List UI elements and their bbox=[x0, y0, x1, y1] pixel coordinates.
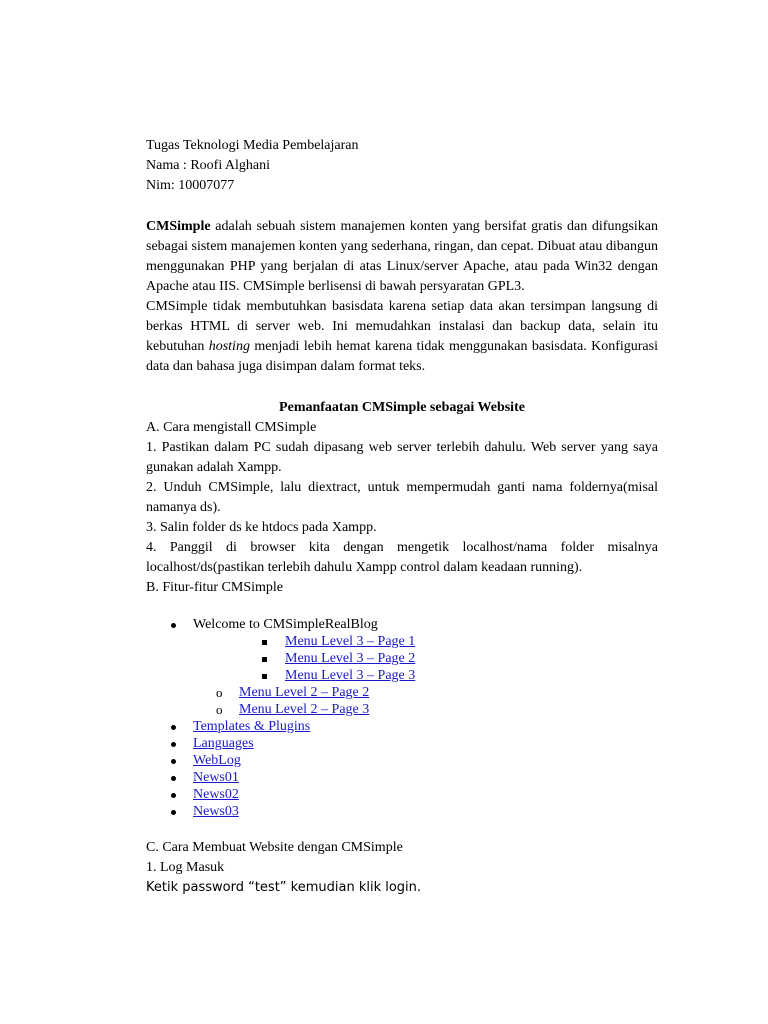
link-level3-page3[interactable]: Menu Level 3 – Page 3 bbox=[285, 668, 416, 683]
feature-list bbox=[146, 616, 658, 820]
section-c-heading: C. Cara Membuat Website dengan CMSimple bbox=[146, 840, 403, 855]
list-item bbox=[146, 718, 658, 735]
section-b-heading: B. Fitur-fitur CMSimple bbox=[146, 580, 284, 595]
bullet-disc-icon bbox=[171, 725, 176, 730]
intro-p2-italic: hosting bbox=[208, 339, 250, 354]
list-item bbox=[146, 769, 658, 786]
link-news03[interactable]: News03 bbox=[193, 804, 239, 819]
list-item bbox=[146, 616, 658, 633]
bullet-disc-icon bbox=[171, 776, 176, 781]
intro-p2-text-a: CMSimple tidak membutuhkan basisdata karena setiap data akan tersimpan langsung di berkas HTML di server web. Ini memudahkan instalasi dan backup data, selain itu kebutuhan bbox=[146, 299, 658, 354]
list-item-welcome: Welcome to CMSimpleRealBlog bbox=[193, 617, 378, 632]
link-news02[interactable]: News02 bbox=[193, 787, 239, 802]
section-a-step-2: 2. Unduh CMSimple, lalu diextract, untuk mempermudah ganti nama foldernya(misal namanya ds). bbox=[146, 480, 658, 515]
spacer bbox=[146, 196, 658, 217]
bullet-circle-icon: o bbox=[216, 702, 223, 717]
link-level3-page2[interactable]: Menu Level 3 – Page 2 bbox=[285, 651, 416, 666]
list-item bbox=[146, 701, 658, 718]
list-item bbox=[146, 752, 658, 769]
bullet-disc-icon bbox=[171, 742, 176, 747]
link-level2-page2[interactable]: Menu Level 2 – Page 2 bbox=[239, 685, 370, 700]
list-item bbox=[146, 803, 658, 820]
list-item bbox=[146, 633, 658, 650]
intro-paragraph-1 bbox=[146, 217, 658, 297]
bullet-square-icon bbox=[262, 674, 267, 679]
bullet-circle-icon: o bbox=[216, 685, 223, 700]
intro-bold-term: CMSimple bbox=[146, 219, 211, 234]
bullet-disc-icon bbox=[171, 623, 176, 628]
section-a-step-1: 1. Pastikan dalam PC sudah dipasang web server terlebih dahulu. Web server yang saya gunakan adalah Xampp. bbox=[146, 440, 658, 475]
section-c-step-1-desc: Ketik password “test” kemudian klik login. bbox=[146, 880, 422, 895]
list-item bbox=[146, 650, 658, 667]
document-content bbox=[146, 136, 658, 898]
intro-p1-text: adalah sebuah sistem manajemen konten yang bersifat gratis dan difungsikan sebagai sistem manajemen konten yang sederhana, ringan, dan cepat. Dibuat atau dibangun menggunakan PHP yang berjalan di atas Linux/server Apache, atau pada Win32 dengan Apache atau IIS. CMSimple berlisensi di bawah persyaratan GPL3. bbox=[146, 219, 658, 294]
section-title: Pemanfaatan CMSimple sebagai Website bbox=[279, 400, 525, 415]
spacer bbox=[146, 377, 658, 398]
list-item bbox=[146, 786, 658, 803]
bullet-disc-icon bbox=[171, 810, 176, 815]
header-name: Nama : Roofi Alghani bbox=[146, 158, 271, 173]
link-languages[interactable]: Languages bbox=[193, 736, 254, 751]
spacer bbox=[146, 598, 658, 616]
section-c-step-1: 1. Log Masuk bbox=[146, 860, 225, 875]
section-a-step-4: 4. Panggil di browser kita dengan mengetik localhost/nama folder misalnya localhost/ds(pastikan terlebih dahulu Xampp control dalam keadaan running). bbox=[146, 540, 658, 575]
section-a-step-3: 3. Salin folder ds ke htdocs pada Xampp. bbox=[146, 520, 377, 535]
section-a-heading: A. Cara mengistall CMSimple bbox=[146, 420, 317, 435]
link-level2-page3[interactable]: Menu Level 2 – Page 3 bbox=[239, 702, 370, 717]
link-templates-plugins[interactable]: Templates & Plugins bbox=[193, 719, 311, 734]
link-weblog[interactable]: WebLog bbox=[193, 753, 241, 768]
link-news01[interactable]: News01 bbox=[193, 770, 239, 785]
list-item bbox=[146, 684, 658, 701]
header-nim: Nim: 10007077 bbox=[146, 178, 235, 193]
spacer bbox=[146, 820, 658, 838]
bullet-square-icon bbox=[262, 640, 267, 645]
header-title: Tugas Teknologi Media Pembelajaran bbox=[146, 138, 359, 153]
bullet-square-icon bbox=[262, 657, 267, 662]
bullet-disc-icon bbox=[171, 759, 176, 764]
list-item bbox=[146, 735, 658, 752]
intro-paragraph-2 bbox=[146, 297, 658, 377]
intro-p2-text-b: menjadi lebih hemat karena tidak menggunakan basisdata. Konfigurasi data dan bahasa juga disimpan dalam format teks. bbox=[146, 339, 658, 374]
list-item bbox=[146, 667, 658, 684]
bullet-disc-icon bbox=[171, 793, 176, 798]
link-level3-page1[interactable]: Menu Level 3 – Page 1 bbox=[285, 634, 416, 649]
